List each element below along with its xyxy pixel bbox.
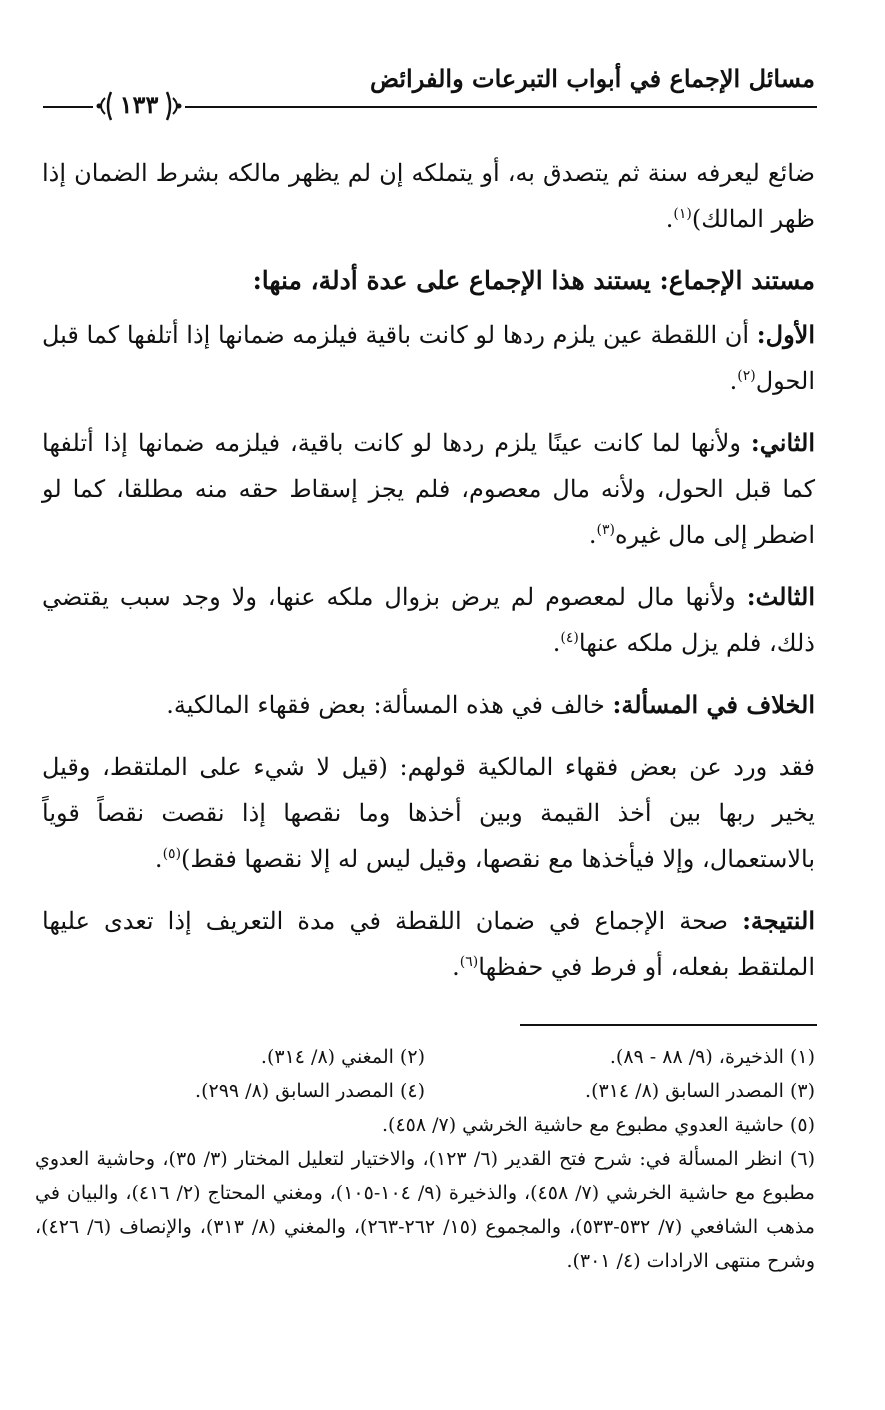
- running-title: مسائل الإجماع في أبواب التبرعات والفرائض: [369, 64, 815, 93]
- paragraph-second: الثاني: ولأنها لما كانت عينًا يلزم ردها لو كانت باقية، فيلزمه ضمانها إذا أتلفها كما قبل الحول، ولأنه مال معصوم، فلم يجز إسقاط حقه منه مطلقا، كما لو اضطر إلى مال غيره$^{(٣)}$.: [42, 428, 815, 549]
- label-dispute: الخلاف في المسألة:: [612, 690, 815, 719]
- page-number: ١٣٣: [119, 90, 159, 119]
- footnote-5: (٥) حاشية العدوي مطبوع مع حاشية الخرشي (٧/ ٤٥٨).: [381, 1114, 815, 1136]
- footnote-2: (٢) المغني (٨/ ٣١٤).: [260, 1046, 425, 1068]
- page-number-ornament: [93, 86, 185, 126]
- label-first: الأول:: [756, 320, 816, 349]
- footnote-ref: (٥): [162, 846, 182, 862]
- footnote-ref: (١): [673, 206, 692, 222]
- footnote-row: [35, 1074, 815, 1108]
- footnote-ref: (٦): [459, 954, 479, 970]
- label-third: الثالث:: [746, 582, 815, 611]
- section-heading: مستند الإجماع: يستند هذا الإجماع على عدة أدلة، منها:: [252, 266, 815, 295]
- footnote-ref: (٣): [596, 522, 615, 538]
- footnote-3: (٣) المصدر السابق (٨/ ٣١٤).: [585, 1080, 815, 1102]
- main-text: [42, 150, 815, 1006]
- label-second: الثاني:: [750, 428, 815, 457]
- footnote-rule: [520, 1024, 817, 1026]
- footnote-4: (٤) المصدر السابق (٨/ ٢٩٩).: [195, 1080, 425, 1102]
- footnotes: [35, 1040, 815, 1278]
- footnote-6: (٦) انظر المسألة في: شرح فتح القدير (٦/ ١٢٣)، والاختيار لتعليل المختار (٣/ ٣٥)، وحاشية العدوي مطبوع مع حاشية الخرشي (٧/ ٤٥٨)، والذخيرة (٩/ ١٠٤-١٠٥)، ومغني المحتاج (٢/ ٤١٦)، والبيان في مذهب الشافعي (٧/ ٥٣٢-٥٣٣)، والمجموع (١٥/ ٢٦٢-٢٦٣)، والمغني (٨/ ٣١٣)، والإنصاف (٦/ ٤٢٦)، وشرح منتهى الارادات (٤/ ٣٠١).: [35, 1148, 815, 1272]
- footnote-ref: (٤): [560, 630, 579, 646]
- paragraph-intro: ضائع ليعرفه سنة ثم يتصدق به، أو يتملكه إن لم يظهر مالكه بشرط الضمان إذا ظهر المالك)$^{(١)}$.: [42, 159, 815, 233]
- paragraph-first: الأول: أن اللقطة عين يلزم ردها لو كانت باقية فيلزمه ضمانها إذا أتلفها كما قبل الحول$^{(٢)}$.: [42, 320, 816, 395]
- paragraph-third: الثالث: ولأنها مال لمعصوم لم يرض بزوال ملكه عنها، ولا وجد سبب يقتضي ذلك، فلم يزل ملكه عنها$^{(٤)}$.: [42, 582, 815, 657]
- footnote-ref: (٢): [737, 368, 756, 384]
- paragraph-quote: فقد ورد عن بعض فقهاء المالكية قولهم: (قيل لا شيء على الملتقط، وقيل يخير ربها بين أخذ القيمة وبين أخذها وما نقصها إذا نقصت نقصاً قوياً بالاستعمال، وإلا فيأخذها مع نقصها، وقيل ليس له إلا نقصها فقط)$^{(٥)}$.: [42, 753, 815, 873]
- paragraph-result: النتيجة: صحة الإجماع في ضمان اللقطة في مدة التعريف إذا تعدى عليها الملتقط بفعله، أو فرط في حفظها$^{(٦)}$.: [42, 906, 815, 981]
- paragraph-dispute: الخلاف في المسألة: خالف في هذه المسألة: بعض فقهاء المالكية.: [166, 690, 815, 719]
- footnote-1: (١) الذخيرة، (٩/ ٨٨ - ٨٩).: [609, 1046, 815, 1068]
- label-result: النتيجة:: [742, 906, 815, 935]
- footnote-row: [35, 1040, 815, 1074]
